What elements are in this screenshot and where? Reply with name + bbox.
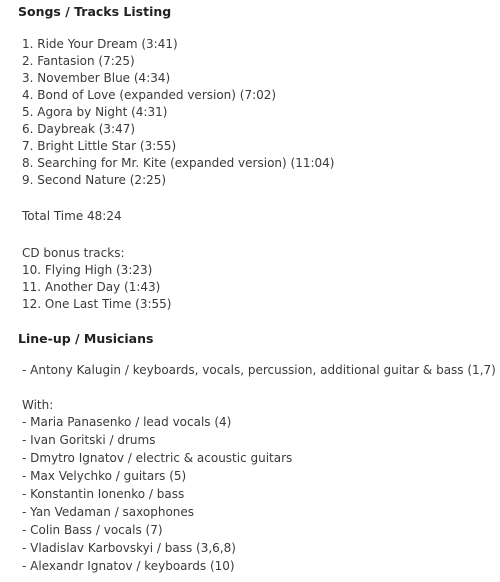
track-item: 4. Bond of Love (expanded version) (7:02) <box>22 88 277 102</box>
track-item: 7. Bright Little Star (3:55) <box>22 139 177 153</box>
bonus-track-item: 11. Another Day (1:43) <box>22 280 161 294</box>
guest-item: - Colin Bass / vocals (7) <box>22 523 163 537</box>
guest-item: - Maria Panasenko / lead vocals (4) <box>22 415 232 429</box>
track-item: 3. November Blue (4:34) <box>22 71 171 85</box>
guest-item: - Konstantin Ionenko / bass <box>22 487 185 501</box>
track-item: 6. Daybreak (3:47) <box>22 122 136 136</box>
songs-heading: Songs / Tracks Listing <box>18 4 172 19</box>
track-item: 9. Second Nature (2:25) <box>22 173 167 187</box>
total-time: Total Time 48:24 <box>22 209 122 223</box>
guest-item: - Dmytro Ignatov / electric & acoustic guitars <box>22 451 293 465</box>
track-item: 5. Agora by Night (4:31) <box>22 105 168 119</box>
track-item: 2. Fantasion (7:25) <box>22 54 135 68</box>
guest-item: - Yan Vedaman / saxophones <box>22 505 195 519</box>
track-item: 8. Searching for Mr. Kite (expanded version) (11:04) <box>22 156 335 170</box>
track-item: 1. Ride Your Dream (3:41) <box>22 37 178 51</box>
guest-item: - Vladislav Karbovskyi / bass (3,6,8) <box>22 541 236 555</box>
bonus-track-item: 12. One Last Time (3:55) <box>22 297 172 311</box>
main-musician: - Antony Kalugin / keyboards, vocals, percussion, additional guitar & bass (1,7) <box>22 363 496 377</box>
bonus-track-item: 10. Flying High (3:23) <box>22 263 153 277</box>
guest-item: - Alexandr Ignatov / keyboards (10) <box>22 559 235 573</box>
with-label: With: <box>22 398 54 412</box>
guest-item: - Ivan Goritski / drums <box>22 433 156 447</box>
bonus-heading: CD bonus tracks: <box>22 246 125 260</box>
lineup-heading: Line-up / Musicians <box>18 331 154 346</box>
guest-item: - Max Velychko / guitars (5) <box>22 469 187 483</box>
